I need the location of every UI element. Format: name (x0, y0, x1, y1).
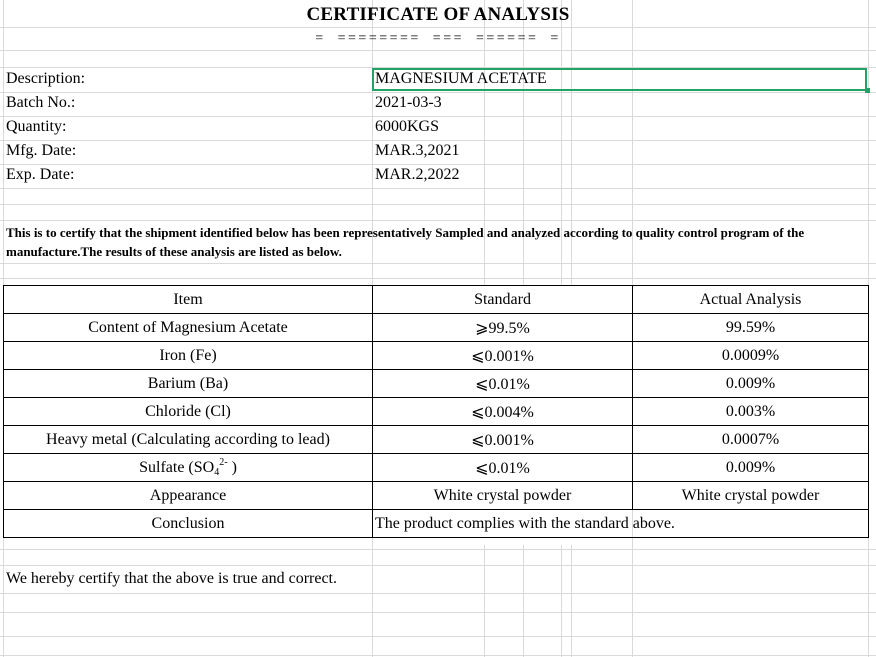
standard-cell[interactable]: ⩽0.01% (373, 370, 633, 398)
analysis-results-table (3, 285, 869, 538)
fill-handle[interactable] (865, 88, 870, 93)
batch-no-value[interactable]: 2021-03-3 (375, 94, 442, 111)
table-header-row (4, 286, 869, 314)
sulfate-prefix: Sulfate (SO (139, 459, 215, 476)
actual-cell[interactable]: 0.009% (633, 454, 869, 482)
description-value[interactable]: MAGNESIUM ACETATE (375, 70, 547, 87)
actual-cell[interactable]: White crystal powder (633, 482, 869, 510)
title-underline: = ======== === ====== = (315, 31, 561, 46)
item-cell[interactable]: Chloride (Cl) (4, 398, 373, 426)
certification-statement: This is to certify that the shipment identified below has been representatively Sampled and analyzed according to quality control program of the manufacture.The results of these analysis are listed as below. (6, 225, 805, 259)
sulfate-superscript: 2- (219, 457, 228, 468)
quantity-value[interactable]: 6000KGS (375, 118, 440, 135)
table-row-appearance (4, 482, 869, 510)
standard-cell[interactable]: White crystal powder (373, 482, 633, 510)
actual-cell[interactable]: 0.009% (633, 370, 869, 398)
table-row (4, 314, 869, 342)
document-title: CERTIFICATE OF ANALYSIS (306, 4, 570, 25)
actual-cell[interactable]: 0.003% (633, 398, 869, 426)
table-row (4, 370, 869, 398)
item-cell-conclusion[interactable]: Conclusion (4, 510, 373, 538)
column-header-actual[interactable]: Actual Analysis (633, 286, 869, 314)
standard-cell[interactable]: ⩽0.004% (373, 398, 633, 426)
table-row (4, 342, 869, 370)
description-label[interactable]: Description: (6, 70, 86, 87)
actual-cell[interactable]: 99.59% (633, 314, 869, 342)
actual-cell[interactable]: 0.0009% (633, 342, 869, 370)
item-cell[interactable]: Heavy metal (Calculating according to lead) (4, 426, 373, 454)
table-row-conclusion (4, 510, 869, 538)
standard-cell[interactable]: ⩾99.5% (373, 314, 633, 342)
column-header-item[interactable]: Item (4, 286, 373, 314)
table-row (4, 426, 869, 454)
footer-certification: We hereby certify that the above is true and correct. (6, 570, 337, 587)
table-row (4, 398, 869, 426)
item-cell[interactable]: Iron (Fe) (4, 342, 373, 370)
exp-date-label[interactable]: Exp. Date: (6, 166, 75, 183)
table-row-sulfate (4, 454, 869, 482)
exp-date-value[interactable]: MAR.2,2022 (375, 166, 460, 183)
batch-no-label[interactable]: Batch No.: (6, 94, 76, 111)
standard-cell[interactable]: ⩽0.001% (373, 342, 633, 370)
standard-cell[interactable]: ⩽0.01% (373, 454, 633, 482)
mfg-date-label[interactable]: Mfg. Date: (6, 142, 77, 159)
standard-cell[interactable]: ⩽0.001% (373, 426, 633, 454)
item-cell[interactable]: Content of Magnesium Acetate (4, 314, 373, 342)
mfg-date-value[interactable]: MAR.3,2021 (375, 142, 460, 159)
sulfate-subscript: 4 (214, 467, 220, 478)
conclusion-text[interactable]: The product complies with the standard above. (373, 510, 869, 538)
column-header-standard[interactable]: Standard (373, 286, 633, 314)
item-cell-appearance[interactable]: Appearance (4, 482, 373, 510)
item-cell-sulfate[interactable] (4, 454, 373, 482)
quantity-label[interactable]: Quantity: (6, 118, 67, 135)
sulfate-suffix: ) (227, 459, 237, 476)
actual-cell[interactable]: 0.0007% (633, 426, 869, 454)
item-cell[interactable]: Barium (Ba) (4, 370, 373, 398)
selected-cell-border[interactable] (372, 68, 867, 91)
